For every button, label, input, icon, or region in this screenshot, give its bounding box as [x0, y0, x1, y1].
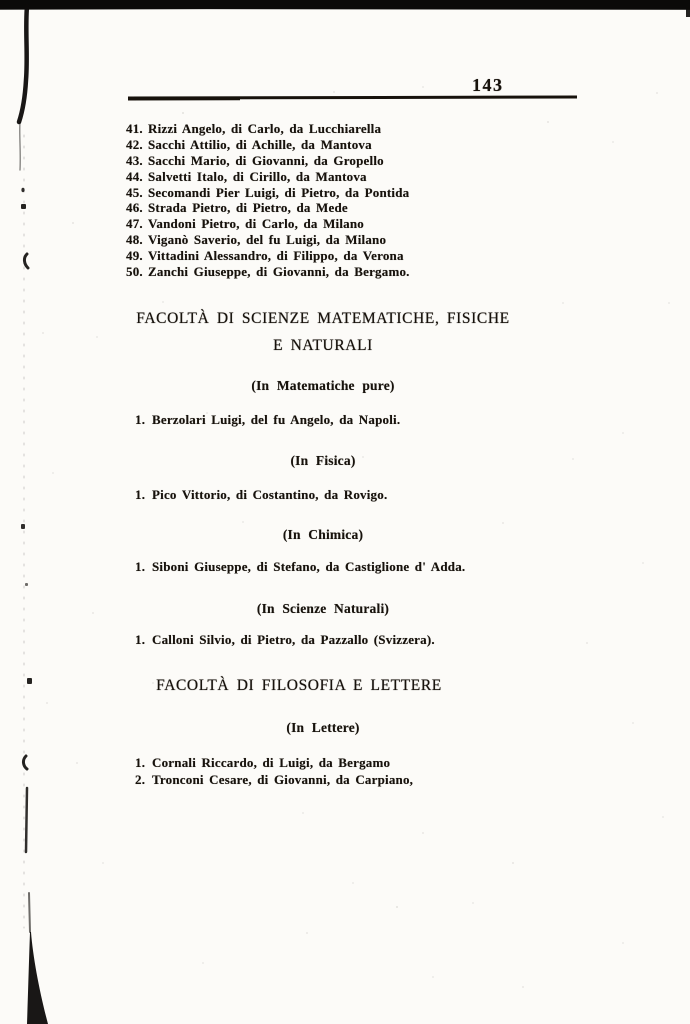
student-roster — [126, 121, 410, 280]
entry-number: 1. — [135, 559, 146, 574]
roster-item — [126, 169, 410, 185]
student-entry — [135, 754, 413, 771]
entry-number: 1. — [135, 755, 146, 770]
subsection-title-matematiche: (In Matematiche pure) — [251, 378, 395, 393]
subsection-title-fisica: (In Fisica) — [290, 453, 356, 468]
roster-item-number: 50. — [126, 264, 143, 280]
scan-noise-speckles — [0, 0, 2, 2]
roster-item-text: Salvetti Italo, di Cirillo, da Mantova — [148, 168, 367, 184]
entry-number: 1. — [135, 412, 146, 427]
roster-item — [126, 248, 410, 264]
faculty-heading-filosofia-lettere: FACOLTÀ DI FILOSOFIA E LETTERE — [156, 677, 442, 694]
roster-item-number: 48. — [126, 232, 143, 248]
roster-item — [126, 200, 410, 216]
entry-text: Cornali Riccardo, di Luigi, da Bergamo — [152, 755, 391, 770]
roster-item — [126, 216, 410, 232]
roster-item-text: Rizzi Angelo, di Carlo, da Lucchiarella — [148, 121, 382, 136]
roster-item — [126, 185, 410, 201]
roster-item — [126, 264, 410, 280]
entry-text: Calloni Silvio, di Pietro, da Pazzallo (Svizzera). — [152, 632, 435, 647]
roster-item-text: Vittadini Alessandro, di Filippo, da Verona — [148, 248, 404, 264]
entry-number: 1. — [135, 632, 146, 647]
scan-binding-marks — [0, 0, 60, 1024]
roster-item-text: Vandoni Pietro, di Carlo, da Milano — [148, 216, 364, 232]
roster-item-text: Sacchi Attilio, di Achille, da Mantova — [148, 136, 372, 152]
entry-number: 1. — [135, 487, 146, 502]
page-number: 143 — [472, 75, 504, 95]
roster-item-number: 49. — [126, 248, 143, 264]
entry-text: Pico Vittorio, di Costantino, da Rovigo. — [152, 487, 388, 502]
subsection-title-scienze-naturali: (In Scienze Naturali) — [256, 601, 390, 616]
roster-item-number: 41. — [126, 121, 143, 136]
student-entry — [135, 487, 387, 503]
faculty-heading-line2: E NATURALI — [273, 337, 373, 354]
roster-item-number: 43. — [126, 152, 143, 168]
roster-item — [126, 232, 410, 248]
roster-item — [126, 137, 410, 153]
subsection-title-lettere: (In Lettere) — [286, 720, 360, 735]
entry-text: Tronconi Cesare, di Giovanni, da Carpiano, — [152, 772, 414, 788]
student-entry — [135, 412, 400, 428]
roster-item-number: 44. — [126, 168, 143, 184]
page-body — [125, 0, 521, 1024]
faculty-heading-line1: FACOLTÀ DI SCIENZE MATEMATICHE, FISICHE — [136, 310, 510, 327]
subsection-title-chimica: (In Chimica) — [282, 527, 364, 542]
entry-text: Siboni Giuseppe, di Stefano, da Castiglione d' Adda. — [152, 559, 466, 574]
entry-number: 2. — [135, 772, 146, 788]
roster-item-text: Zanchi Giuseppe, di Giovanni, da Bergamo. — [148, 264, 410, 280]
student-entry — [135, 771, 413, 788]
faculty-heading-scienze — [125, 305, 521, 359]
roster-item-text: Strada Pietro, di Pietro, da Mede — [148, 200, 348, 216]
roster-item-number: 42. — [126, 136, 143, 152]
roster-item — [126, 121, 410, 137]
student-entry-list — [135, 754, 413, 789]
roster-item-text: Viganò Saverio, del fu Luigi, da Milano — [148, 232, 387, 248]
roster-item-text: Sacchi Mario, di Giovanni, da Gropello — [148, 152, 384, 168]
roster-item-number: 45. — [126, 184, 143, 200]
roster-item-text: Secomandi Pier Luigi, di Pietro, da Pontida — [148, 184, 410, 200]
roster-item-number: 46. — [126, 200, 143, 216]
roster-item — [126, 153, 410, 169]
roster-item-number: 47. — [126, 216, 143, 232]
scan-mark-top-right — [686, 7, 690, 17]
student-entry — [135, 632, 435, 648]
entry-text: Berzolari Luigi, del fu Angelo, da Napoli. — [152, 412, 401, 427]
student-entry — [135, 559, 465, 575]
